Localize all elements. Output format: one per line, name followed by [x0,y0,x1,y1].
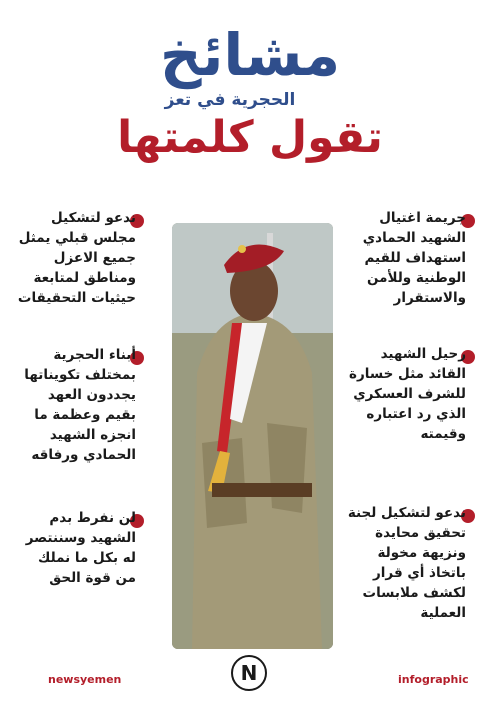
right-item-3-line: لكشف ملابسات [362,585,466,601]
right-item-1-line: استهداف للقيم [364,250,466,266]
left-item-3-line: الشهيد وسننتصر [25,530,136,546]
right-item-2-line: للشرف العسكري [353,386,466,402]
left-item-3-line: له بكل ما نملك [38,550,136,566]
right-item-2-line: رحيل الشهيد [380,346,466,362]
logo-mark-icon [233,657,265,689]
right-item-1-line: جريمة اغتيال [379,210,466,226]
left-item-1-line: جميع الاعزل [53,250,136,266]
left-item-3 [10,508,136,588]
soldier-illustration [172,223,333,649]
left-item-2 [10,345,136,465]
page-headline: تقول كلمتها [117,112,383,163]
page-subtitle: الحجرية في تعز [164,90,296,110]
left-item-1 [10,208,136,308]
right-item-3-line: ندعو لتشكيل لجنة [347,505,466,521]
right-item-1 [340,208,466,308]
right-item-3-line: ونزيهة مخولة [377,545,466,561]
left-item-2-line: بمختلف تكويناتها [24,367,136,383]
left-item-2-line: يجددون العهد [47,387,136,403]
newsyemen-logo-icon [231,655,267,691]
left-item-2-line: أبناء الحجرية [53,347,136,363]
left-item-1-line: مجلس قبلي يمثل [18,230,136,246]
right-item-1-line: الشهيد الحمادي [362,230,466,246]
right-item-2-line: الذي رد اعتباره [366,406,466,422]
left-item-3-line: من قوة الحق [49,570,136,586]
left-item-3-line: لن نفرط بدم [49,510,136,526]
right-item-3-line: باتخاذ أي قرار [373,565,466,581]
left-item-2-line: انجزه الشهيد [49,427,136,443]
page-title: مشائخ [159,21,341,89]
right-item-3 [340,503,466,623]
right-item-2-line: القائد مثل خسارة [349,366,466,382]
right-item-1-line: والاستقرار [393,290,466,306]
left-item-2-line: الحمادي ورفاقه [31,447,136,463]
logo-letter: N [240,661,258,685]
left-item-1-line: ندعو لتشكيل [51,210,136,226]
right-item-2-line: وقيمته [420,426,466,442]
right-item-3-line: تحقيق محايدة [375,525,466,541]
left-item-1-line: حيثيات التحقيقات [17,290,136,306]
soldier-photo [172,223,333,649]
right-item-2 [340,344,466,444]
left-item-1-line: ومناطق لمتابعة [33,270,136,286]
brand-label: newsyemen [48,673,122,686]
right-item-3-line: العملية [420,605,466,621]
right-item-1-line: الوطنية وللأمن [366,270,466,286]
left-item-2-line: بقيم وعظمة ما [34,407,136,423]
infographic-label: infographic [398,673,469,686]
